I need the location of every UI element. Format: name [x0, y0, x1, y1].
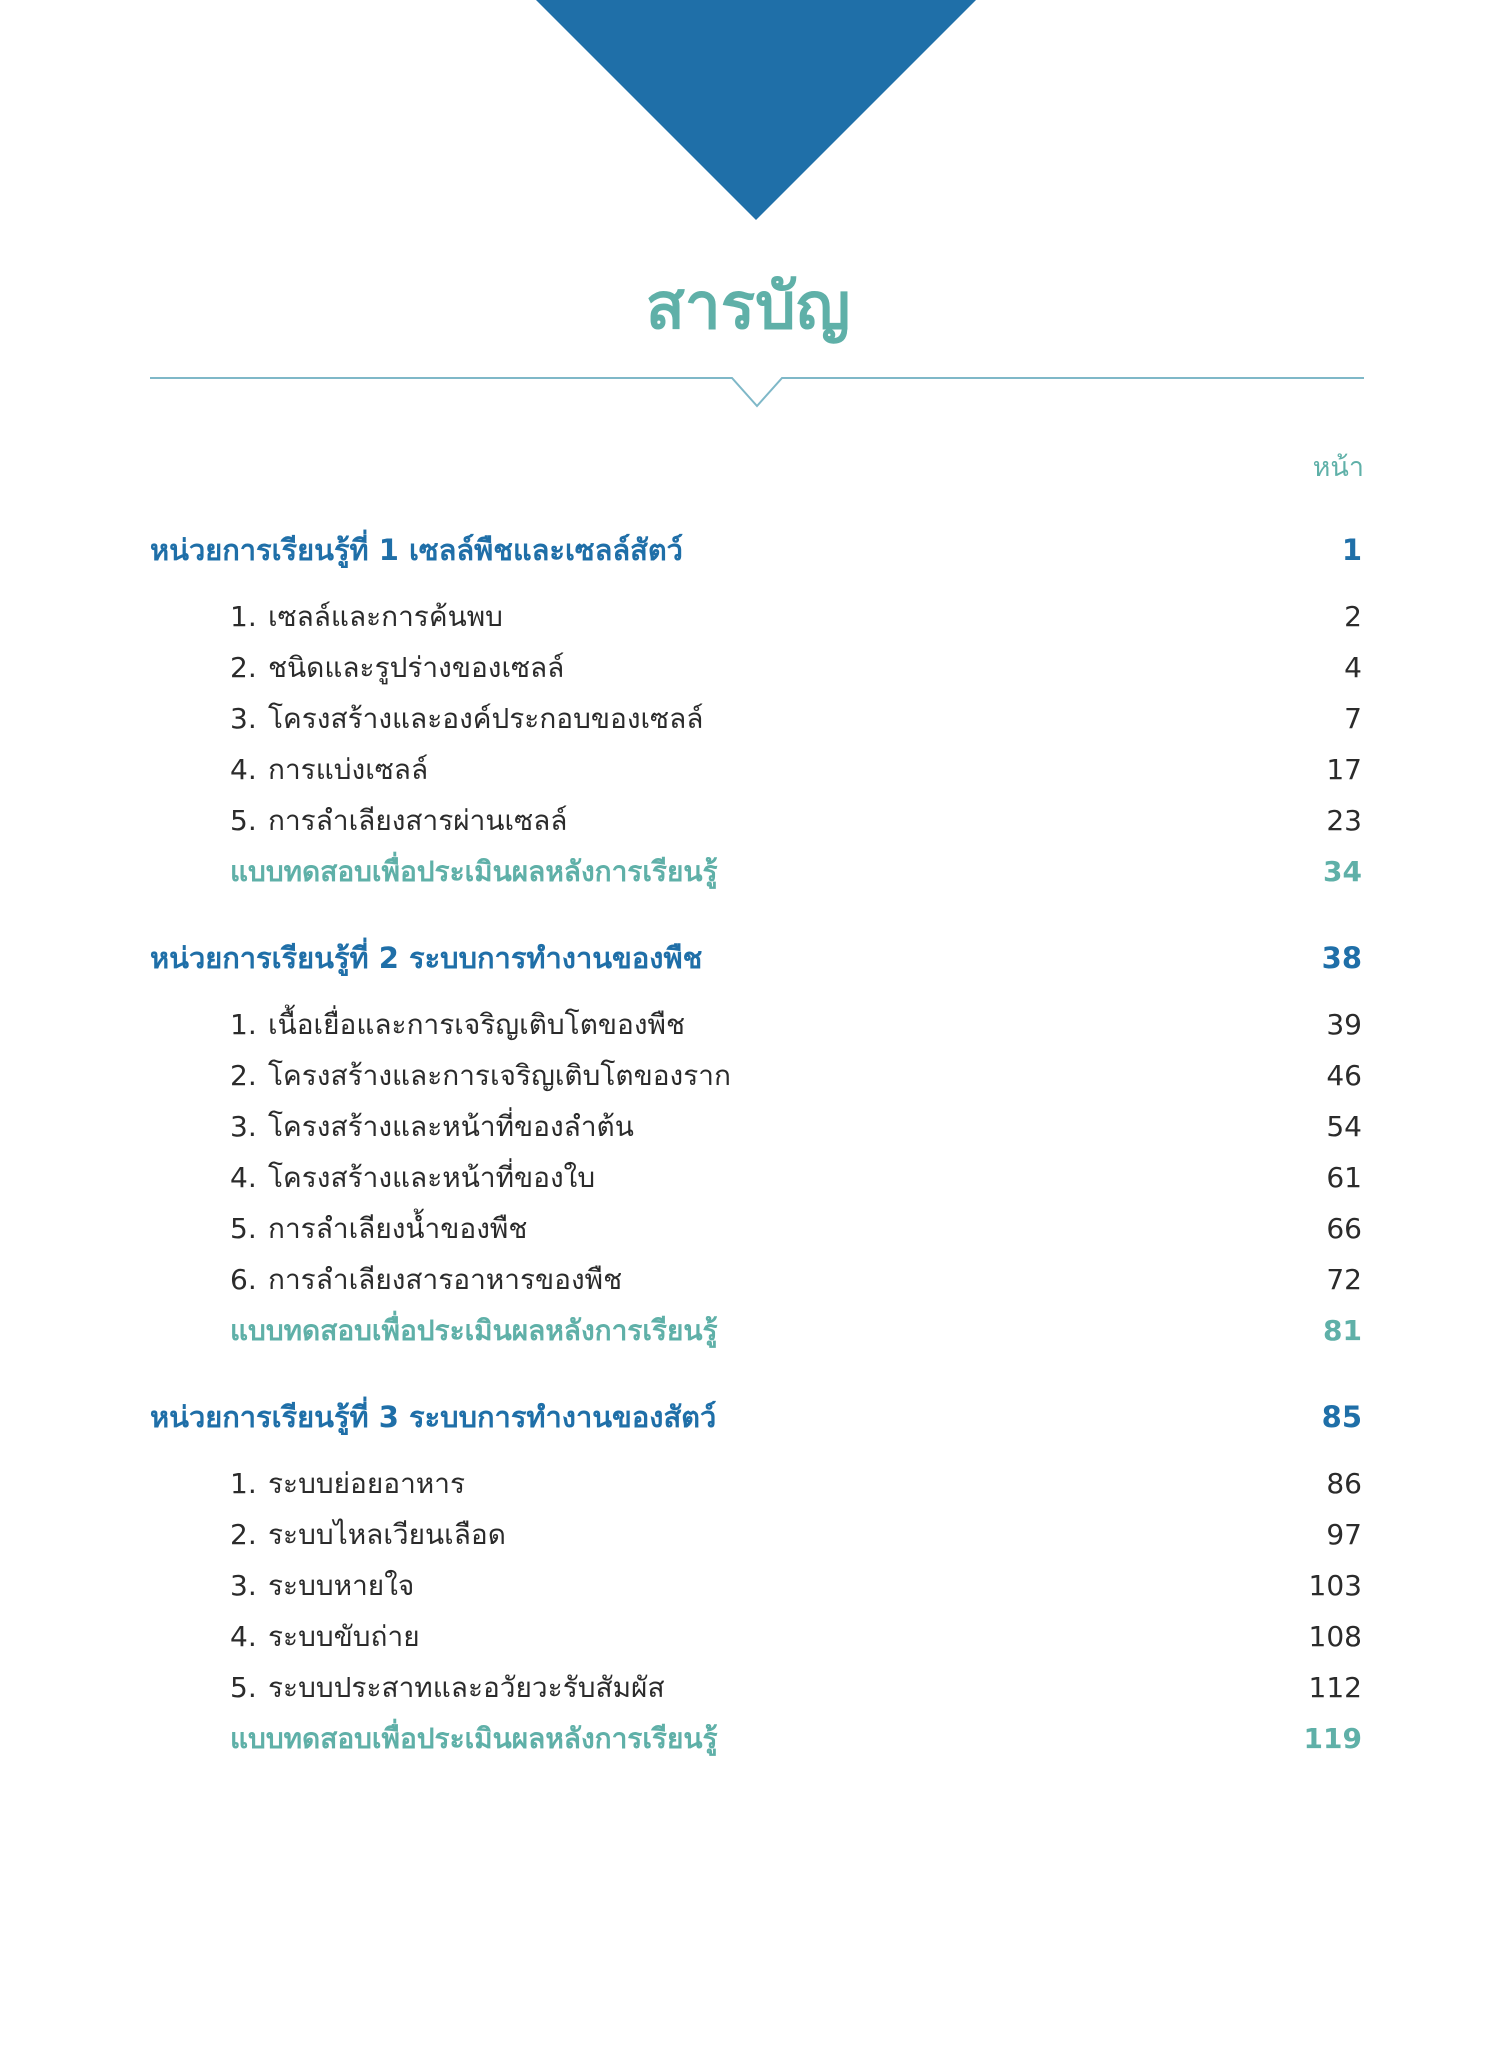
unit-page-number: 1 [1341, 533, 1362, 567]
toc-item[interactable] [0, 1001, 1496, 1049]
item-label: ระบบไหลเวียนเลือด [268, 1518, 506, 1551]
item-number: 1. [230, 1008, 257, 1041]
item-label: ระบบขับถ่าย [268, 1620, 420, 1653]
test-label: แบบทดสอบเพื่อประเมินผลหลังการเรียนรู้ [230, 1314, 718, 1347]
toc-test-link[interactable] [0, 1715, 1496, 1763]
item-page-number: 108 [1308, 1620, 1362, 1653]
page-column-label: หน้า [1312, 452, 1364, 483]
item-label: โครงสร้างและหน้าที่ของใบ [268, 1161, 596, 1194]
item-number: 1. [230, 1467, 257, 1500]
test-label: แบบทดสอบเพื่อประเมินผลหลังการเรียนรู้ [230, 1722, 718, 1755]
toc-test-link[interactable] [0, 848, 1496, 896]
item-label: ระบบประสาทและอวัยวะรับสัมผัส [268, 1671, 665, 1704]
item-label: เนื้อเยื่อและการเจริญเติบโตของพืช [268, 1008, 685, 1041]
item-number: 1. [230, 600, 257, 633]
toc-item[interactable] [0, 1103, 1496, 1151]
item-number: 6. [230, 1263, 257, 1296]
test-page-number: 81 [1323, 1314, 1362, 1347]
item-label: การลำเลียงสารผ่านเซลล์ [268, 804, 568, 837]
item-number: 4. [230, 1620, 257, 1653]
item-number: 3. [230, 1569, 257, 1602]
toc-item[interactable] [0, 1256, 1496, 1304]
item-number: 2. [230, 651, 257, 684]
item-number: 2. [230, 1059, 257, 1092]
item-page-number: 103 [1308, 1569, 1362, 1602]
toc-item[interactable] [0, 593, 1496, 641]
toc-item[interactable] [0, 644, 1496, 692]
toc-item[interactable] [0, 695, 1496, 743]
item-page-number: 54 [1326, 1110, 1362, 1143]
item-page-number: 66 [1326, 1212, 1362, 1245]
unit-page-number: 85 [1321, 1400, 1362, 1434]
item-page-number: 61 [1326, 1161, 1362, 1194]
item-label: โครงสร้างและองค์ประกอบของเซลล์ [268, 702, 704, 735]
header-triangle-decoration [536, 0, 976, 220]
toc-unit-3[interactable] [0, 1393, 1496, 1441]
toc-item[interactable] [0, 1613, 1496, 1661]
item-page-number: 97 [1326, 1518, 1362, 1551]
unit-title: หน่วยการเรียนรู้ที่ 3 ระบบการทำงานของสัตว์ [150, 1400, 717, 1434]
item-label: ชนิดและรูปร่างของเซลล์ [268, 651, 565, 684]
toc-item[interactable] [0, 1052, 1496, 1100]
toc-item[interactable] [0, 1154, 1496, 1202]
unit-title: หน่วยการเรียนรู้ที่ 2 ระบบการทำงานของพืช [150, 941, 703, 975]
item-number: 3. [230, 1110, 257, 1143]
item-number: 5. [230, 1671, 257, 1704]
item-number: 3. [230, 702, 257, 735]
toc-item[interactable] [0, 1460, 1496, 1508]
toc-unit-2[interactable] [0, 934, 1496, 982]
toc-item[interactable] [0, 1205, 1496, 1253]
toc-item[interactable] [0, 1562, 1496, 1610]
item-page-number: 4 [1344, 651, 1362, 684]
toc-item[interactable] [0, 797, 1496, 845]
item-label: โครงสร้างและหน้าที่ของลำต้น [268, 1110, 634, 1143]
item-label: ระบบย่อยอาหาร [268, 1467, 466, 1500]
unit-title: หน่วยการเรียนรู้ที่ 1 เซลล์พืชและเซลล์สัตว์ [150, 533, 683, 567]
toc-unit-1[interactable] [0, 526, 1496, 574]
item-number: 4. [230, 1161, 257, 1194]
unit-page-number: 38 [1321, 941, 1362, 975]
item-page-number: 7 [1344, 702, 1362, 735]
item-page-number: 86 [1326, 1467, 1362, 1500]
item-label: เซลล์และการค้นพบ [268, 600, 503, 633]
title-divider [150, 368, 1364, 408]
item-page-number: 2 [1344, 600, 1362, 633]
item-label: ระบบหายใจ [268, 1569, 415, 1602]
item-label: การลำเลียงน้ำของพืช [268, 1212, 528, 1245]
item-page-number: 39 [1326, 1008, 1362, 1041]
toc-test-link[interactable] [0, 1307, 1496, 1355]
item-label: การลำเลียงสารอาหารของพืช [268, 1263, 623, 1296]
item-page-number: 23 [1326, 804, 1362, 837]
item-page-number: 72 [1326, 1263, 1362, 1296]
toc-item[interactable] [0, 1664, 1496, 1712]
page-title: สารบัญ [645, 270, 851, 344]
test-label: แบบทดสอบเพื่อประเมินผลหลังการเรียนรู้ [230, 855, 718, 888]
item-label: การแบ่งเซลล์ [268, 753, 429, 786]
item-number: 4. [230, 753, 257, 786]
item-number: 2. [230, 1518, 257, 1551]
item-number: 5. [230, 1212, 257, 1245]
item-page-number: 112 [1308, 1671, 1362, 1704]
toc-item[interactable] [0, 746, 1496, 794]
item-page-number: 46 [1326, 1059, 1362, 1092]
item-number: 5. [230, 804, 257, 837]
test-page-number: 34 [1323, 855, 1362, 888]
test-page-number: 119 [1303, 1722, 1362, 1755]
toc-item[interactable] [0, 1511, 1496, 1559]
item-label: โครงสร้างและการเจริญเติบโตของราก [268, 1059, 731, 1092]
item-page-number: 17 [1326, 753, 1362, 786]
